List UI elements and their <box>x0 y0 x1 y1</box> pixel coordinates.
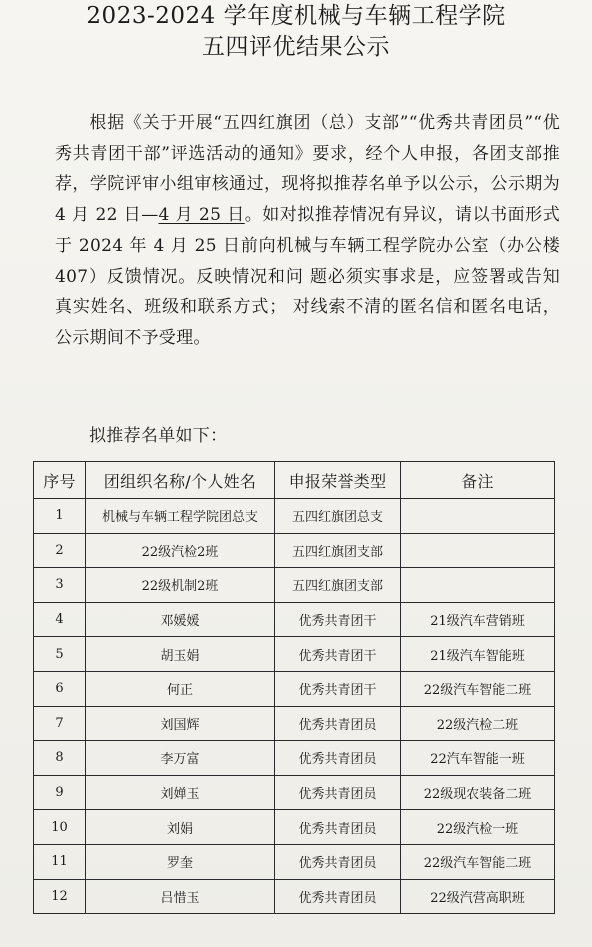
cell-name: 刘国辉 <box>86 706 275 741</box>
table-row <box>34 602 555 637</box>
cell-index: 6 <box>34 671 86 706</box>
cell-honor: 五四红旗团总支 <box>275 499 401 534</box>
cell-name: 胡玉娟 <box>86 637 275 672</box>
cell-name: 机械与车辆工程学院团总支 <box>86 499 275 534</box>
cell-index: 5 <box>34 637 86 672</box>
cell-honor: 五四红旗团支部 <box>275 533 401 568</box>
cell-honor: 优秀共青团员 <box>275 775 401 810</box>
cell-honor: 优秀共青团干 <box>275 637 401 672</box>
cell-note: 22级汽检一班 <box>401 810 555 845</box>
cell-honor: 优秀共青团员 <box>275 844 401 879</box>
cell-name: 李万富 <box>86 741 275 776</box>
cell-honor: 优秀共青团员 <box>275 741 401 776</box>
table-row <box>34 810 555 845</box>
header-honor: 申报荣誉类型 <box>275 462 401 499</box>
cell-honor: 优秀共青团干 <box>275 602 401 637</box>
table-row <box>34 533 555 568</box>
table-header-row <box>34 462 555 499</box>
recommendation-table <box>33 461 555 914</box>
cell-note: 22级汽营高职班 <box>401 879 555 914</box>
cell-honor: 五四红旗团支部 <box>275 568 401 603</box>
cell-name: 刘娟 <box>86 810 275 845</box>
paragraph-text-after: 。如对拟推荐情况有异议，请以书面形式于 2024 年 4 月 25 日前向机械与车辆工程学院办公室（办公楼 407）反馈情况。反映情况和问 题必须实事求是，应签署或告知真实姓名、班级和联系方式； 对线索不清的匿名信和匿名电话，公示期间不予受理。 <box>55 205 561 348</box>
cell-note <box>401 568 555 603</box>
cell-honor: 优秀共青团干 <box>275 671 401 706</box>
cell-index: 8 <box>34 741 86 776</box>
cell-name: 刘婵玉 <box>86 775 275 810</box>
cell-note <box>401 533 555 568</box>
cell-honor: 优秀共青团员 <box>275 706 401 741</box>
table-row <box>34 741 555 776</box>
cell-honor: 优秀共青团员 <box>275 879 401 914</box>
page-subtitle: 五四评优结果公示 <box>202 34 390 60</box>
table-row <box>34 775 555 810</box>
cell-index: 12 <box>34 879 86 914</box>
cell-name: 何正 <box>86 671 275 706</box>
table-row <box>34 499 555 534</box>
cell-index: 4 <box>34 602 86 637</box>
table-row <box>34 844 555 879</box>
cell-note: 21级汽车营销班 <box>401 602 555 637</box>
table-row <box>34 706 555 741</box>
cell-note: 22级汽车智能二班 <box>401 671 555 706</box>
table-row <box>34 879 555 914</box>
header-index: 序号 <box>34 462 86 499</box>
cell-index: 11 <box>34 844 86 879</box>
cell-note: 22级现农装备二班 <box>401 775 555 810</box>
paragraph-text-before: 根据《关于开展“五四红旗团（总）支部”“优秀共青团员”“优秀共青团干部”评选活动的通知》要求，经个人申报，各团支部推荐，学院评审小组审核通过，现将拟推荐名单予以公示，公示期为 4 月 22 日— <box>55 113 560 226</box>
cell-index: 9 <box>34 775 86 810</box>
cell-note: 22汽车智能一班 <box>401 741 555 776</box>
cell-index: 10 <box>34 810 86 845</box>
cell-note <box>401 499 555 534</box>
header-name: 团组织名称/个人姓名 <box>86 462 275 499</box>
cell-name: 22级机制2班 <box>86 568 275 603</box>
cell-name: 22级汽检2班 <box>86 533 275 568</box>
table-row <box>34 671 555 706</box>
cell-name: 吕惜玉 <box>86 879 275 914</box>
table-row <box>34 637 555 672</box>
cell-name: 邓媛媛 <box>86 602 275 637</box>
cell-index: 3 <box>34 568 86 603</box>
cell-honor: 优秀共青团员 <box>275 810 401 845</box>
table-row <box>34 568 555 603</box>
list-intro: 拟推荐名单如下： <box>89 426 228 446</box>
header-note: 备注 <box>401 462 555 499</box>
table-body <box>34 499 555 914</box>
paragraph-underlined-date: 4 月 25 日 <box>158 205 245 226</box>
cell-name: 罗奎 <box>86 844 275 879</box>
cell-note: 22级汽车智能二班 <box>401 844 555 879</box>
notice-paragraph <box>55 108 560 354</box>
cell-note: 21级汽车智能班 <box>401 637 555 672</box>
cell-index: 1 <box>34 499 86 534</box>
page-title: 2023-2024 学年度机械与车辆工程学院 <box>86 3 506 29</box>
cell-index: 7 <box>34 706 86 741</box>
cell-note: 22级汽检二班 <box>401 706 555 741</box>
cell-index: 2 <box>34 533 86 568</box>
